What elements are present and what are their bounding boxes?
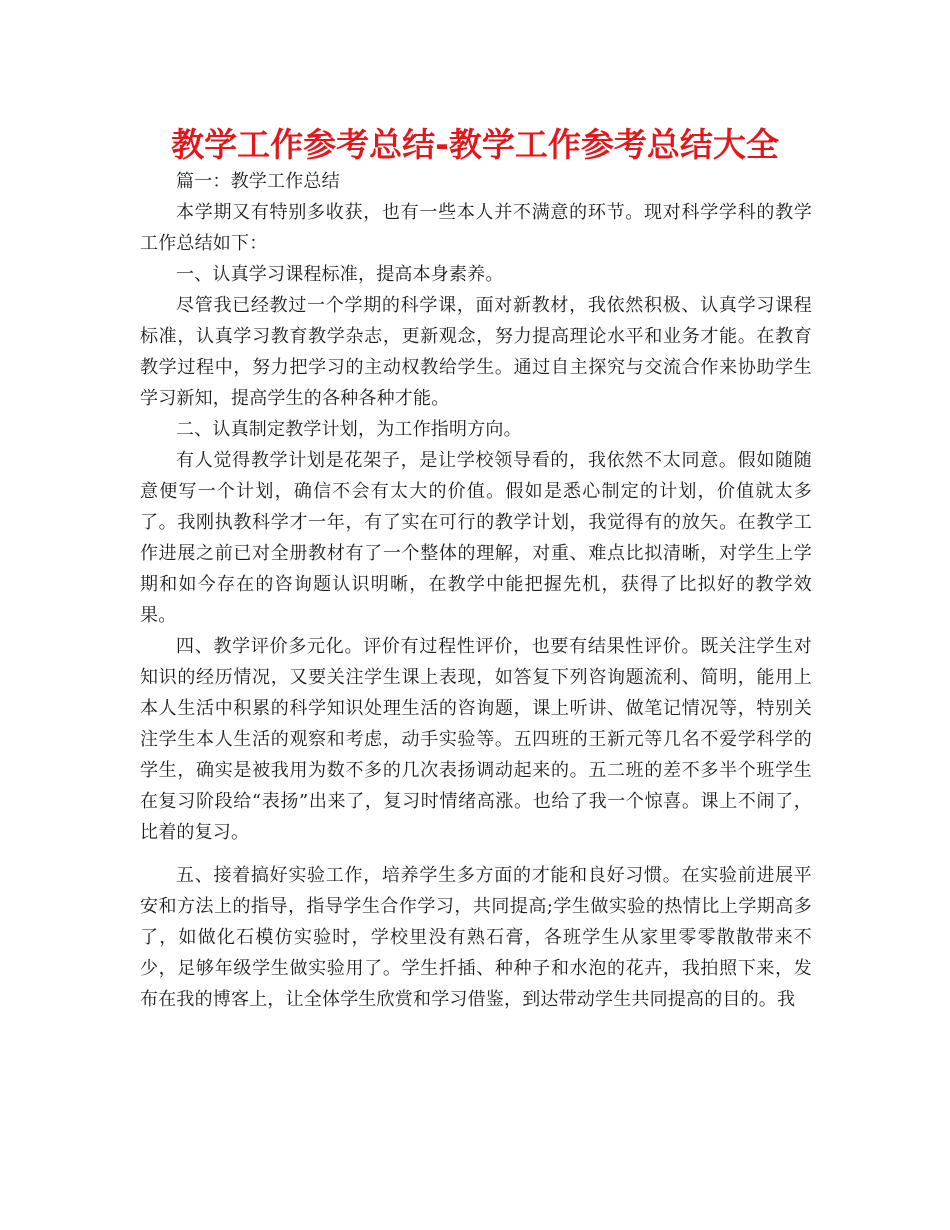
paragraph-evaluation: 四、教学评价多元化。评价有过程性评价，也要有结果性评价。既关注学生对知识的经历情况，又要关注学生课上表现，如答复下列咨询题流利、简明，能用上本人生活中积累的科学知识处理生活的咨询题，课上听讲、做笔记情况等，特别关注学生本人生活的观察和考虑，动手实验等。五四班的王新元等几名不爱学科学的学生，确实是被我用为数不多的几次表扬调动起来的。五二班的差不多半个班学生在复习阶段给“表扬”出来了，复习时情绪高涨。也给了我一个惊喜。课上不闹了，比着的复习。	[140, 636, 812, 843]
section-heading-one: 一、认真学习课程标准，提高本身素养。	[176, 264, 504, 285]
document-body	[140, 166, 812, 1015]
section-heading-two: 二、认真制定教学计划，为工作指明方向。	[176, 419, 522, 440]
paragraph-curriculum: 尽管我已经教过一个学期的科学课，面对新教材，我依然积极、认真学习课程标准，认真学习教育教学杂志，更新观念，努力提高理论水平和业务才能。在教育教学过程中，努力把学习的主动权教给学生。通过自主探究与交流合作来协助学生学习新知，提高学生的各种各种才能。	[140, 295, 812, 409]
intro-paragraph: 本学期又有特别多收获，也有一些本人并不满意的环节。现对科学学科的教学工作总结如下：	[140, 202, 812, 254]
paragraph-teaching-plan: 有人觉得教学计划是花架子，是让学校领导看的，我依然不太同意。假如随随意便写一个计划，确信不会有太大的价值。假如是悉心制定的计划，价值就太多了。我刚执教科学才一年，有了实在可行的教学计划，我觉得有的放矢。在教学工作进展之前已对全册教材有了一个整体的理解，对重、难点比拟清晰，对学生上学期和如今存在的咨询题认识明晰，在教学中能把握先机，获得了比拟好的教学效果。	[140, 450, 812, 626]
section-heading-chapter-one: 篇一：教学工作总结	[176, 171, 340, 192]
document-title: 教学工作参考总结-教学工作参考总结大全	[171, 125, 779, 164]
paragraph-experiments: 五、接着搞好实验工作，培养学生多方面的才能和良好习惯。在实验前进展平安和方法上的指导，指导学生合作学习，共同提高;学生做实验的热情比上学期高多了，如做化石模仿实验时，学校里没有熟石膏，各班学生从家里零零散散带来不少，足够年级学生做实验用了。学生扦插、种种子和水泡的花卉，我拍照下来，发布在我的博客上，让全体学生欣赏和学习借鉴，到达带动学生共同提高的目的。我	[140, 865, 812, 1010]
